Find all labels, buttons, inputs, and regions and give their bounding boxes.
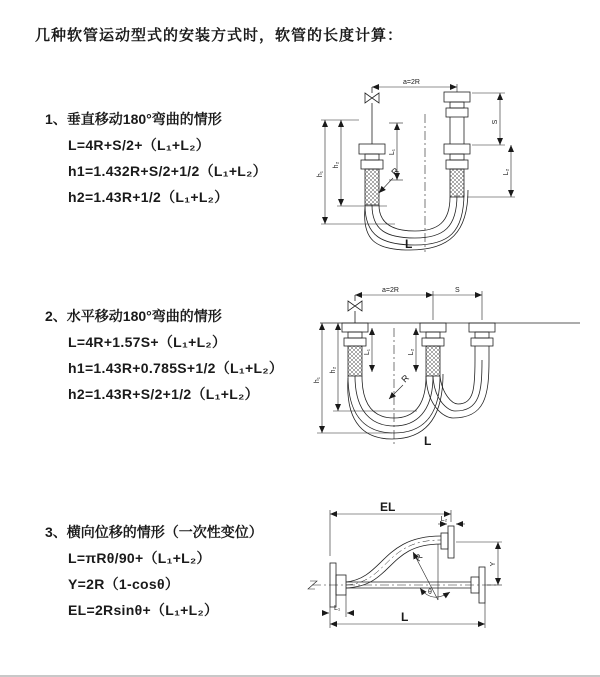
- formula-h2: h2=1.43R+S/2+1/2（L₁+L₂）: [68, 386, 259, 402]
- dim-h1: [321, 120, 395, 224]
- valve-icon: [365, 87, 379, 144]
- dim-label-l: L: [401, 610, 409, 624]
- diagram-2-svg: [312, 280, 588, 448]
- dim-label-l2: L₂: [408, 348, 415, 356]
- section-vertical-180: [45, 106, 267, 210]
- dim-label-l: L: [424, 434, 432, 448]
- dim-label-a2r: a=2R: [382, 287, 399, 294]
- r-leader: [389, 385, 403, 399]
- dim-label-y: Y: [490, 561, 497, 567]
- formula-L: L=4R+S/2+（L₁+L₂）: [68, 137, 211, 153]
- section-1-heading: 1、垂直移动180°弯曲的情形: [45, 111, 222, 127]
- left-pipe-fitting: [359, 144, 385, 205]
- dim-el: [330, 510, 451, 556]
- dim-label-l1: L₁: [334, 605, 341, 612]
- dim-s: [472, 93, 505, 145]
- formula-L: L=4R+1.57S+（L₁+L₂）: [68, 334, 227, 350]
- dim-a2r: [355, 291, 482, 320]
- dim-label-h2: h₂: [333, 161, 340, 169]
- section-3-heading: 3、横向位移的情形（一次性变位）: [45, 524, 263, 540]
- upper-right-flange: [441, 526, 454, 558]
- formula-h2: h2=1.43R+1/2（L₁+L₂）: [68, 189, 229, 205]
- r-leader: [379, 178, 393, 193]
- formula-EL: EL=2Rsinθ+（L₁+L₂）: [68, 602, 219, 618]
- section-horizontal-180: [45, 303, 283, 407]
- dim-label-r: R: [399, 372, 412, 385]
- diagram-horizontal-180: [312, 280, 588, 448]
- formula-L: L=πRθ/90+（L₁+L₂）: [68, 550, 211, 566]
- formula-Y: Y=2R（1-cosθ）: [68, 576, 180, 592]
- section-2-heading: 2、水平移动180°弯曲的情形: [45, 308, 222, 324]
- dim-label-l1: L₁: [364, 348, 371, 356]
- section-lateral-displacement: [45, 519, 263, 623]
- hose-u-bend-left: [348, 374, 443, 439]
- dim-label-a2r: a=2R: [403, 79, 420, 86]
- dim-h1: [317, 323, 392, 433]
- dim-label-l2: L₂: [440, 516, 448, 523]
- right-pipe-fitting: [444, 92, 470, 197]
- diagram-1-svg: [315, 72, 585, 257]
- right-pipe-fitting: [469, 323, 495, 360]
- valve-icon: [348, 295, 362, 323]
- dim-label-h1: h₁: [314, 376, 321, 384]
- dim-label-r: R: [389, 165, 402, 178]
- diagram-lateral-displacement: [298, 500, 592, 648]
- dim-label-h1: h₁: [317, 170, 324, 178]
- dim-h2: [333, 323, 417, 411]
- dim-label-el: EL: [380, 500, 396, 514]
- dim-label-l2: L₂: [503, 168, 510, 176]
- middle-pipe-fitting: [420, 323, 446, 376]
- dim-label-h2: h₂: [330, 366, 337, 374]
- formula-h1: h1=1.43R+0.785S+1/2（L₁+L₂）: [68, 360, 284, 376]
- dim-label-l: L: [405, 237, 413, 251]
- diagram-3-svg: [298, 500, 592, 648]
- hose-s-curve: [346, 536, 441, 588]
- dim-label-s: S: [455, 287, 460, 294]
- hose-u-bend: [365, 190, 468, 250]
- page-title: 几种软管运动型式的安装方式时，软管的长度计算：: [35, 27, 404, 44]
- dim-label-l1: L₁: [389, 148, 396, 156]
- formula-h1: h1=1.432R+S/2+1/2（L₁+L₂）: [68, 163, 267, 179]
- dim-label-r: R: [412, 551, 425, 564]
- dim-label-s: S: [492, 119, 499, 125]
- diagram-vertical-180: [315, 72, 585, 257]
- dim-h2: [337, 120, 387, 206]
- dim-label-theta: θ: [428, 589, 432, 596]
